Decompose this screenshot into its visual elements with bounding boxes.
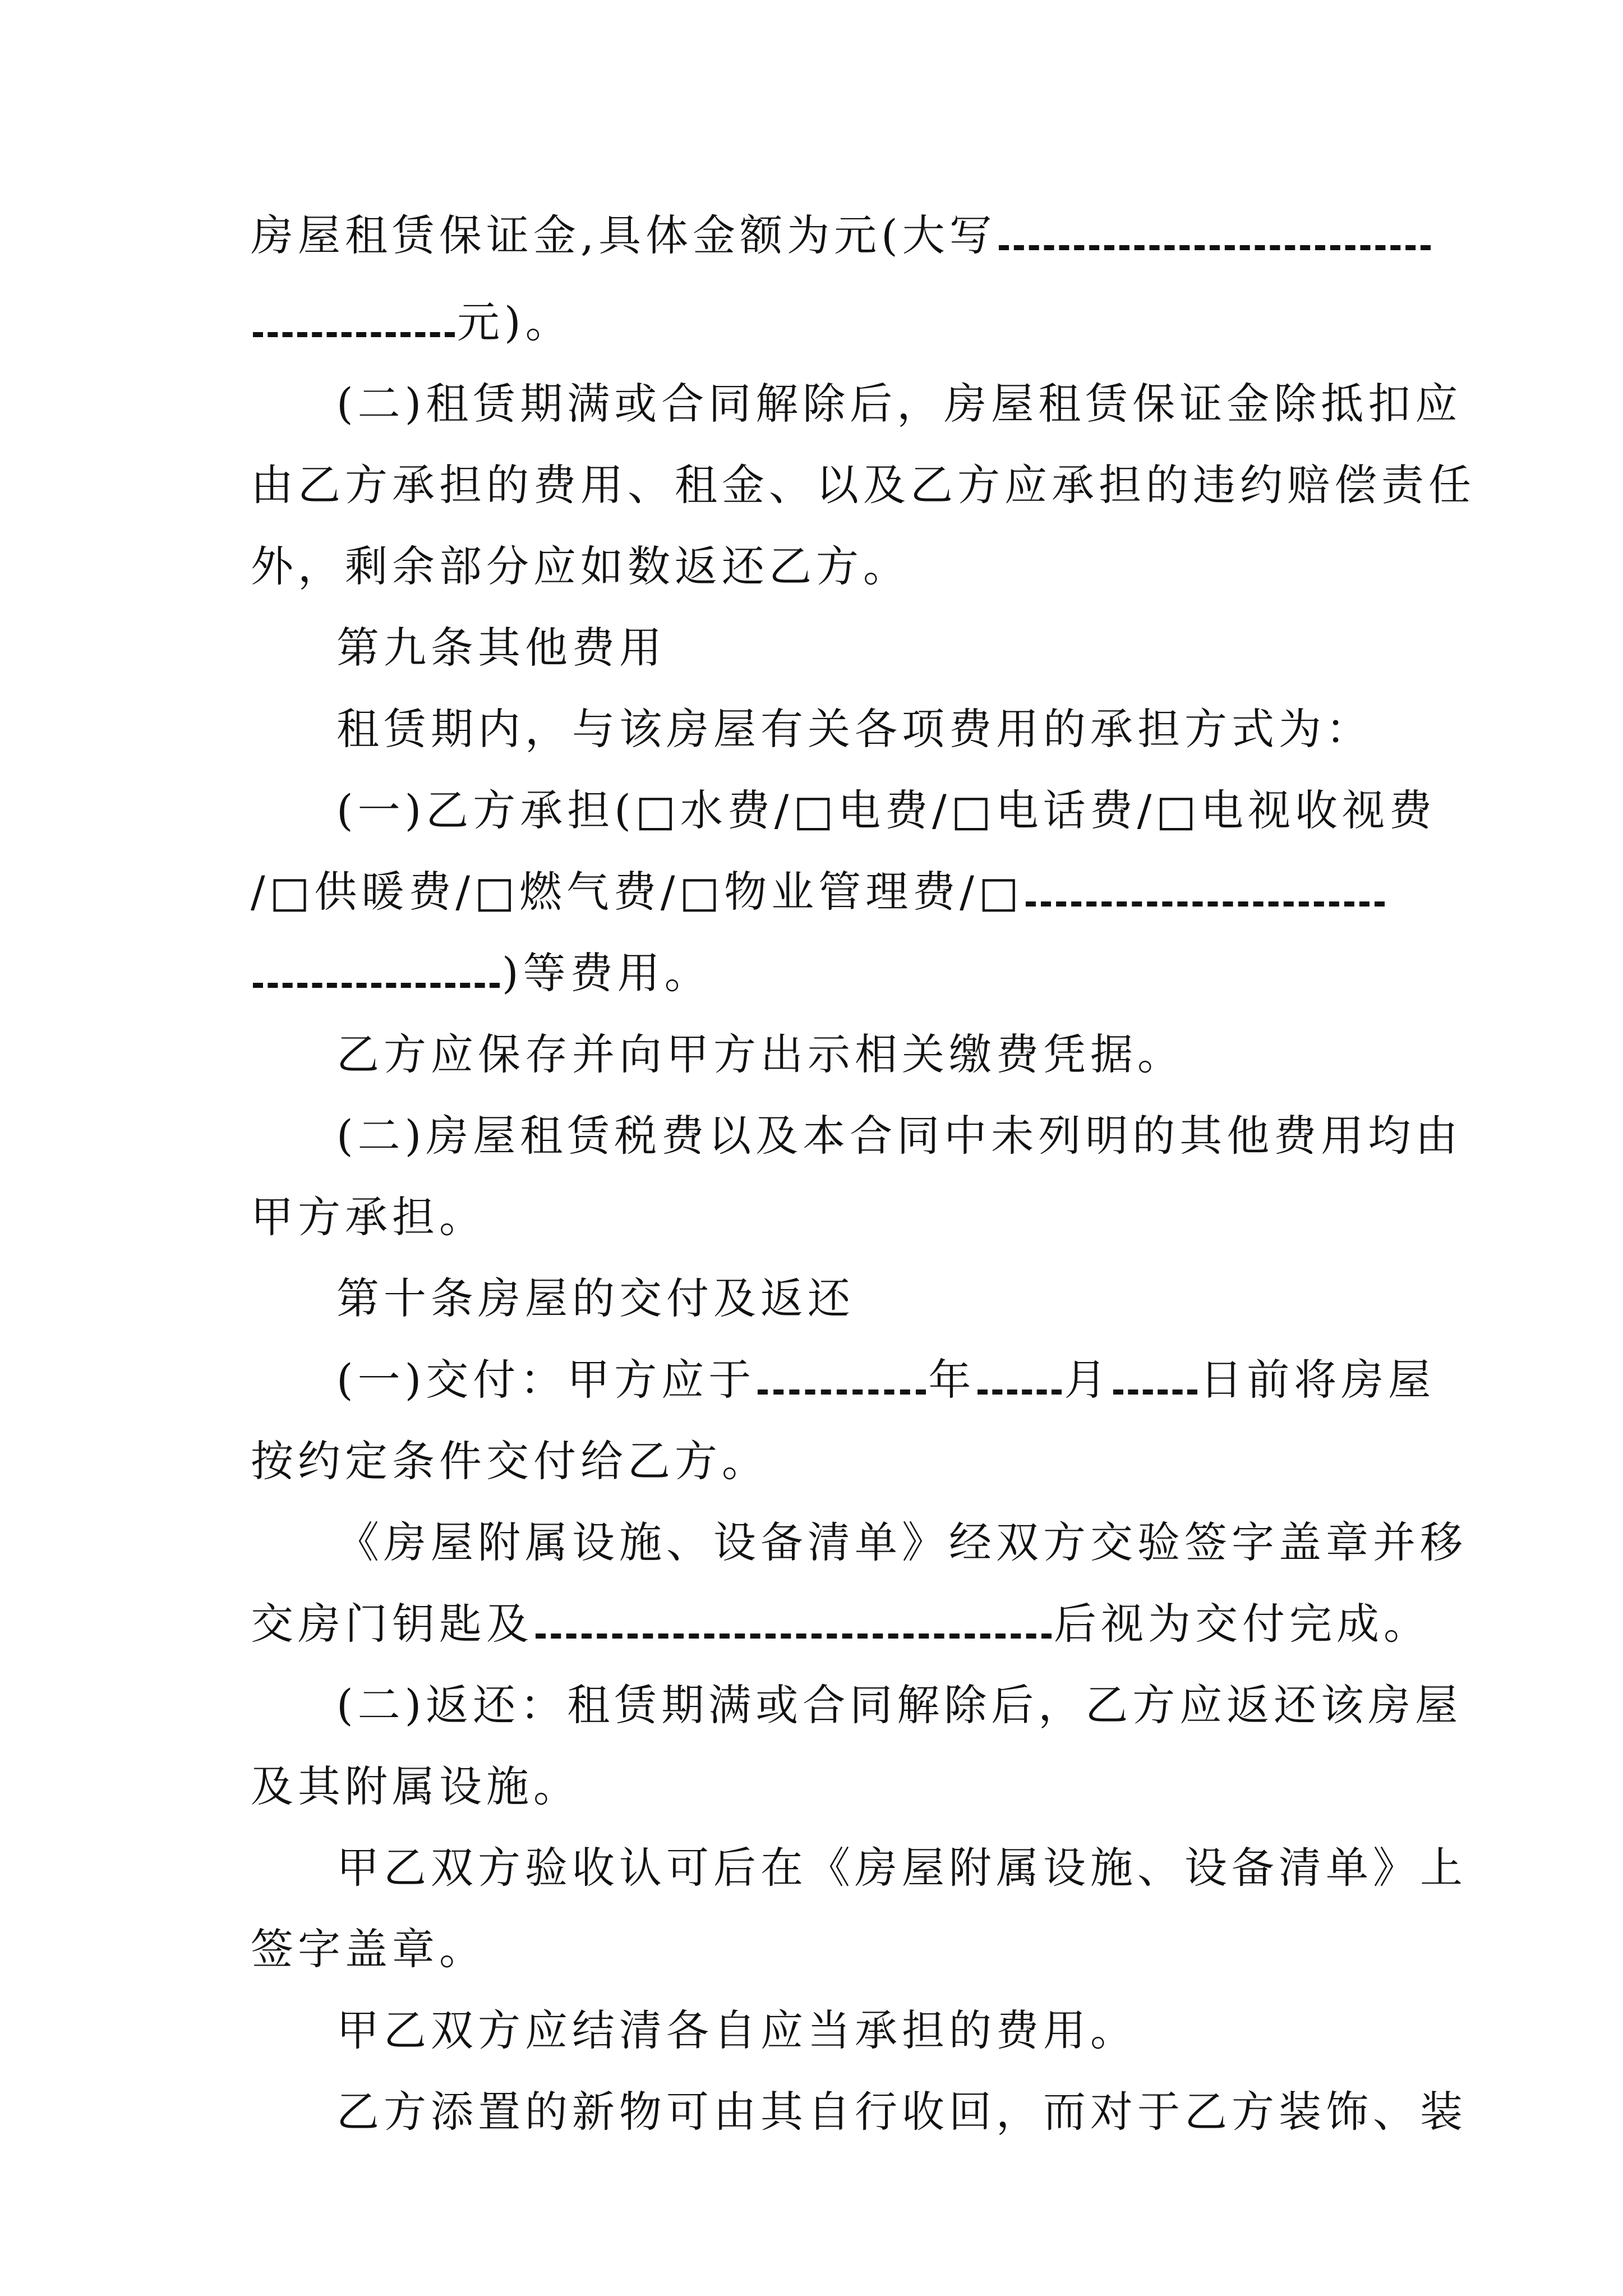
fill-blank[interactable] (999, 217, 1431, 250)
text-line (251, 1907, 486, 1991)
line-text: 外，剩余部分应如数返还乙方。 (251, 541, 910, 591)
text-line (336, 2070, 1467, 2154)
line-text: (一)交付：甲方应于 (336, 1355, 756, 1405)
line-text: /□供暖费/□燃气费/□物业管理费/□ (251, 867, 1023, 917)
text-line (336, 1826, 1467, 1910)
line-text: 甲乙双方验收认可后在《房屋附属设施、设备清单》上 (336, 1843, 1467, 1893)
fill-blank[interactable] (536, 1605, 1052, 1639)
text-line (251, 443, 1476, 527)
text-line (251, 1175, 486, 1259)
text-line (336, 769, 1436, 853)
text-line (336, 1013, 1184, 1097)
text-line (336, 1338, 1435, 1422)
line-text: 租赁期内，与该房屋有关各项费用的承担方式为： (336, 704, 1373, 754)
text-line (251, 1419, 769, 1503)
line-text: 交房门钥匙及 (251, 1599, 533, 1649)
line-text: 年 (928, 1355, 976, 1405)
line-text: 按约定条件交付给乙方。 (251, 1436, 769, 1486)
line-text: 乙方添置的新物可由其自行收回，而对于乙方装饰、装 (336, 2087, 1467, 2137)
text-line (251, 194, 1433, 278)
text-line (336, 687, 1373, 771)
fill-blank-year[interactable] (758, 1361, 926, 1395)
line-text: 房屋租赁保证金,具体金额为元(大写 (251, 210, 997, 260)
line-text: 第十条房屋的交付及返还 (336, 1273, 855, 1323)
text-line (336, 1663, 1462, 1747)
line-text: 后视为交付完成。 (1054, 1599, 1431, 1649)
line-text: 第九条其他费用 (336, 623, 666, 673)
text-line (251, 931, 712, 1015)
text-line (336, 1094, 1462, 1178)
line-text: (二)返还：租赁期满或合同解除后，乙方应返还该房屋 (336, 1680, 1463, 1730)
fill-blank[interactable] (253, 955, 500, 988)
line-text: (二)房屋租赁税费以及本合同中未列明的其他费用均由 (336, 1111, 1463, 1161)
line-text: 由乙方承担的费用、租金、以及乙方应承担的违约赔偿责任 (251, 460, 1476, 510)
line-text: 《房屋附属设施、设备清单》经双方交验签字盖章并移 (336, 1517, 1467, 1567)
section-heading (336, 606, 666, 690)
line-text: 月 (1064, 1355, 1112, 1405)
line-text: 元)。 (457, 297, 573, 347)
fill-blank[interactable] (253, 304, 455, 337)
text-line (336, 1989, 1137, 2073)
line-text: 日前将房屋 (1200, 1355, 1436, 1405)
line-text: 签字盖章。 (251, 1924, 486, 1974)
fill-blank-month[interactable] (978, 1361, 1062, 1395)
line-text: 乙方应保存并向甲方出示相关缴费凭据。 (336, 1029, 1184, 1079)
text-line (251, 1745, 580, 1829)
section-heading (336, 1257, 855, 1341)
line-text: )等费用。 (502, 948, 712, 998)
fill-blank-day[interactable] (1113, 1361, 1197, 1395)
line-text: 甲乙双方应结清各自应当承担的费用。 (336, 2005, 1137, 2055)
line-text: (二)租赁期满或合同解除后，房屋租赁保证金除抵扣应 (336, 379, 1463, 429)
text-line (336, 1501, 1467, 1585)
line-text: 甲方承担。 (251, 1192, 486, 1242)
line-text: 及其附属设施。 (251, 1761, 580, 1811)
text-line (251, 1582, 1431, 1666)
line-text: (一)乙方承担(□水费/□电费/□电话费/□电视收视费 (336, 785, 1436, 835)
text-line (251, 280, 573, 365)
text-line (251, 524, 910, 609)
text-line (251, 850, 1387, 934)
fill-blank[interactable] (1026, 873, 1385, 907)
text-line (336, 362, 1462, 446)
